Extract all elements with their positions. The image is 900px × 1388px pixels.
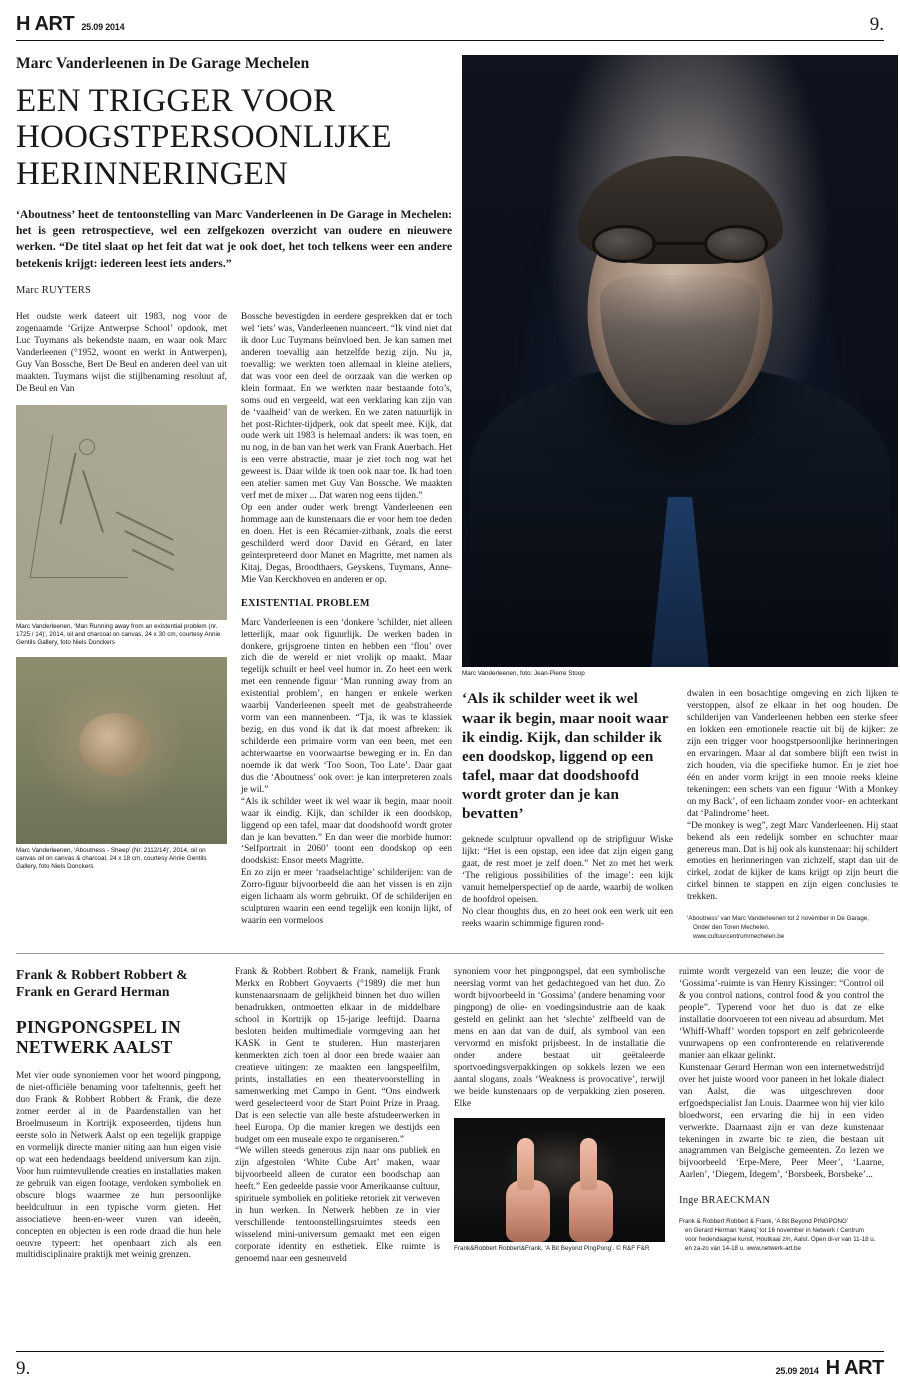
article2-col1-text: Met vier oude synoniemen voor het woord pingpong, de niet-officiële benaming voor tafeltennis, geeft het duo Frank & Robbert Robbert & Frank, die deze zomer eerder al in de Paardenstallen van het Broelmuseum in Kortrijk exposeerden, tijdens hun eerste solo in Netwerk Aalst op een tegelijk grappige en vormelijk directe manier uiting aan hun eigen visie op wat een hedendaags beeldend universum kan zijn. Voor hun ruimtevullende creaties en installaties maken ze gebruik van eigen footage, verdoken symboliek en obscure blogs waarmee ze hun persoonlijke beeldcultuur in een typische vorm gieten. Het associatieve heen-en-weer vuren van ideeën, concepten en objecten is een rode draad die hun hele oeuvre typeert: het openbaart zich als een multidisciplinaire praktijk met weinig grenzen. bbox=[16, 1071, 221, 1261]
glasses-right-lens bbox=[704, 225, 768, 263]
article1-endnote-line1: ‘Aboutness’ van Marc Vanderleenen tot 2 november in De Garage, bbox=[687, 915, 869, 923]
article1-column-1 bbox=[16, 312, 227, 928]
article2-col4b-text: Kunstenaar Gerard Herman won een internetwedstrijd over het juiste woord voor paneen in het lokale dialect van Aalst, die was uitgeschreven door erfgoedspecialist Jan Louis. Daarmee won hij vier kilo bloedworst, een ervaring die hij in een video verwerkte. Daarnaast zijn er van deze kunstenaar tekeningen in zwarte bic te zien, die bestaan uit anagrammen van Belgische gemeenten. Zo lezen we bijvoorbeeld ‘Erpe-Mere, Peer Meer’, ‘Laarne, Aarlen’, ‘Diegem, Idegem’, ‘Borsbeek, Borsbeke’... bbox=[679, 1062, 884, 1181]
artwork-image-1 bbox=[16, 405, 227, 620]
figure-aboutness-sheep bbox=[16, 657, 227, 872]
article2-col2-text: Frank & Robbert Robbert & Frank, namelijk Frank Merkx en Robbert Goyvaerts (°1989) die met hun kunstenaarsnaam de gelijkheid binnen het duo willen benadrukken, ontmoetten elkaar in de middelbare school in Kortrijk op 15-jarige leeftijd. Daarna besloten beiden multimediale vormgeving aan het KASK in Gent te studeren. Hun masterjaren kenmerkten zich toen al door een brede waaier aan creatieve uitingen: ze maakten een langspeelfilm, prints, installaties en een theatervoorstelling in samenwerking met Campo in Gent. “Ons eindwerk werd geselecteerd voor de Start Point Prize in Praag. Dat is een selectie van alle beste afstudeerwerken in heel Europa. Op die manier kregen we destijds een budget om een museale expo te organiseren.” bbox=[235, 967, 440, 1145]
figure2-caption: Marc Vanderleenen, ‘Aboutness - Sheep’ (Nr. 2112/14)’, 2014, oil on canvas oil on canvas & charcoal, 24 x 18 cm, courtesy Annie Gentils Gallery, foto Niels Donckers bbox=[16, 846, 207, 871]
article1-col3b-text: No clear thoughts dus, en zo heet ook een werk uit een reeks waarin schimmige figuren rond- bbox=[462, 906, 673, 929]
article2-endnote bbox=[679, 1217, 884, 1253]
hand-left-finger bbox=[517, 1138, 534, 1190]
glasses-icon bbox=[592, 224, 768, 264]
portrait-caption: Marc Vanderleenen, foto: Jean-Pierre Stoop bbox=[462, 670, 585, 677]
article-divider-rule bbox=[16, 953, 884, 954]
article1-headline: EEN TRIGGER VOOR HOOGSTPERSOONLIJKE HERINNERINGEN bbox=[16, 82, 392, 193]
article2-column-1 bbox=[16, 967, 221, 1265]
article2-endnote-line3: voor hedendaagse kunst, Houtkaai z/n, Aalst. Open di-vr van 11-18 u. bbox=[685, 1236, 876, 1244]
publication-logo: H ART bbox=[16, 13, 75, 35]
glasses-left-lens bbox=[592, 225, 656, 263]
figure-portrait bbox=[462, 55, 898, 678]
article2-col3-text: synoniem voor het pingpongspel, dat een symbolische neerslag vormt van het gedachtegoed van het duo. Zo wordt bijvoorbeeld in ‘Gossima’ (andere benaming voor pingpong) de olie- en voedingsindustrie aan de kaak gesteld en gelinkt aan het ‘slechte’ zelfbeeld van de mens en aan dat van de duif, als symbool van een vervormd en misfokt prijsbeest. In de installatie die onder andere bestaat uit geëtaleerde sportvoedingsverpakkingen op sokkels lezen we een aantal slogans, zoals ‘Weakness is provocative’, terwijl we beide kunstenaars op de verpakking zien poseren. Elke bbox=[454, 967, 665, 1109]
article1-column-2 bbox=[241, 312, 452, 928]
portrait-photo bbox=[462, 55, 898, 667]
article1-right-block bbox=[462, 55, 898, 941]
article1-standfirst: ‘Aboutness’ heet de tentoonstelling van Marc Vanderleenen in De Garage in Mechelen: het is geen retrospectieve, wel een zelfgekozen overzicht van oudere en nieuwere werken. “De titel slaat op het feit dat wat je ook doet, het toch telkens weer een andere betekenis krijgt: iedereen leest iets anders.” bbox=[16, 207, 452, 270]
article1-endnote-line3: www.cultuurcentrummechelen.be bbox=[693, 933, 785, 941]
hand-right-finger bbox=[580, 1138, 597, 1190]
footer-logo: H ART bbox=[825, 1357, 884, 1379]
article2-col2b-text: “We willen steeds generous zijn naar ons publiek en zijn afgestolen ‘White Cube Art’ maken, waar bijvoorbeeld alleen de curator een boodschap aan heeft.” Een gedeelde passie voor Amerikaanse cultuur, spirituele symboliek en politieke retoriek zit verweven in hun werken. In Netwerk hebben ze in vier verschillende tentoonstellingsruimtes steeds een wisselend mini-universum gemaakt met een eigen corporate identity en esthetiek. Elke ruimte is genoemd naar een gesneuveld bbox=[235, 1146, 440, 1264]
artwork-image-2 bbox=[16, 657, 227, 844]
article2-endnote-line2: en Gerard Herman ‘Kalисj’ tot 16 november in Netwerk / Centrum bbox=[685, 1227, 864, 1235]
article1-endnote-line2: Onder den Toren Mechelen. bbox=[693, 924, 770, 932]
article2-columns bbox=[16, 967, 884, 1265]
footer-right bbox=[776, 1358, 884, 1378]
article1-col2c-text: Marc Vanderleenen is een ‘donkere ’schilder, niet alleen letterlijk, maar ook figuurlijk. De werken baden in donkere, grijsgroene tinten en hebben een ‘flou’ over zich die de wereld er niet vrolijk op maakt. Maar tegelijk schuilt er heel veel humor in. Zo heet een werk met een rennende figuur ‘Man running away from an existential problem’, en hangen er enkele werken waarbij Vanderleenen speelt met de geabstraheerde vorm van een mannenbeen. “Tja, ik was te klassiek bezig, en dus vond ik dat ik dat moest afbreken: ik schilderde een primaire vorm van een been, met een achterwaartse en voorwaartse beweging er in. En dan noemde ik dat werk ‘Too Soon, Too Late’. Daar gaat dus die ‘Aboutness’ ook over: je kan interpreteren zoals je wil.” bbox=[241, 617, 452, 795]
article1-col2e-text: En zo zijn er meer ‘raadselachtige’ schilderijen: van de Zorro-figuur bijvoorbeeld die aan het vissen is en zijn eigen lichaam als worm gebruikt. Of de schilderijen en sculpturen waarin een eend tegelijk een konijn lijkt, of waarin een vormeloos bbox=[241, 868, 452, 927]
article1-col2-text: Bossche bevestigden in eerdere gesprekken dat er toch wel ‘iets’ was, Vanderleenen nuanceert. “Ik vind niet dat ik door Luc Tuymans beïnvloed ben. Je kan samen met anderen toevallig aan hetzelfde bezig zijn. Nu ja, toevallig: we werkten toen allemaal in kleine ateliers, dat was voor een deel de oorzaak van die werken op klein formaat. En we werkten naar bestaande foto’s, soms oud en vergeeld, wat een verklaring kan zijn van de ‘vaalheid’ van de werken. En we zaten natuurlijk in het post-Richter-tijdperk, ook dat speelt mee. Kijk, dat oude werk uit 1983 is helemaal anders: ik was toen, en nu nog, in de ban van het werk van Frank Auerbach. Het is een verre abstractie, maar je ziet toch nog wat het geweest is. Daar wilde ik toen ook naar toe. Ik had toen een atelier samen met Guy Van Bossche. We maakten verf met de mixer ... Dat waren nog eens tijden.” bbox=[241, 312, 452, 502]
masthead-rule bbox=[16, 40, 884, 41]
page-footer bbox=[16, 1351, 884, 1378]
article1-byline: Marc RUYTERS bbox=[16, 285, 92, 297]
pingpong-photo bbox=[454, 1118, 665, 1242]
article1-col4b-text: “De monkey is weg”, zegt Marc Vanderleenen. Hij staat bekend als een redelijk somber en schuchter maar genereus man. Dat is hij ook als kunstenaar: hij schildert emoties en herinneringen van zichzelf, stapt dan uit de cirkel, zodat de kijker de kans krijgt op zijn beurt die cirkel binnen te stappen en zijn eigen conclusies te trekken. bbox=[687, 820, 898, 903]
footer-inner bbox=[16, 1352, 884, 1378]
article2-col4-text: ruimte wordt vergezeld van een leuze; die voor de ‘Gossima’-ruimte is van Henry Kissinger: “Control oil & you control nations, control food & you control the people”. Typerend voor het duo is dat ze elke installatie doorvoeren tot een niveau ad absurdum. Met ‘Whiff-Whaff’ worden topsport en zelf gebricoleerde vuurwapens op een confronterende en relativerende manier aan elkaar gelinkt. bbox=[679, 967, 884, 1061]
article1-col1-text: Het oudste werk dateert uit 1983, nog voor de zogenaamde ‘Grijze Antwerpse School’ opdook, met Luc Tuymans als bekendste naam, en waar ook Marc Vanderleenen (°1952, woont en werkt in Antwerpen), Guy Van Bossche, Bert De Beul en anderen deel van uit maakten. Tuymans wijst die stijlbenaming resoluut af, De Beul en Van bbox=[16, 312, 227, 394]
article1-col2b-text: Op een ander ouder werk brengt Vanderleenen een hommage aan de kunstenaars die er voor hem toe deden en doen. Het is een Récamier-zitbank, zoals die eerst geschilderd werd door David en Gérard, en later geïnterpreteerd door Manet en Magritte, met namen als Kitaj, Degas, Broodthaers, Geyskens, Tuymans, Anne-Mie Van Kerckhoven en anderen er op. bbox=[241, 503, 452, 585]
article2-headline: PINGPONGSPEL IN NETWERK AALST bbox=[16, 1016, 181, 1058]
article1-lower-columns bbox=[462, 689, 898, 941]
masthead bbox=[16, 14, 884, 40]
article1-col3-text: geknede sculptuur opvallend op de stripfiguur Wiske lijkt: “Het is een opstap, een idee dat zijn eigen gang gaat, de rest moet je zelf doen.” Net zo met het werk ‘The religious possibilities of the image’: een kijk vanuit hemelperspectief op de aarde, waarbij de wolken de hoofdrol opeisen. bbox=[462, 835, 673, 906]
article1-pull-quote: ‘Als ik schilder weet ik wel waar ik begin, maar nooit waar ik eindig. Kijk, dan schilder ik een doodskop, liggend op een tafel, maar dat doodshoofd wordt groter dan je kan bevatten’ bbox=[462, 690, 669, 823]
article1-column-3 bbox=[462, 689, 673, 941]
article-pingpong bbox=[16, 967, 884, 1265]
masthead-left bbox=[16, 14, 124, 34]
footer-date: 25.09 2014 bbox=[775, 1366, 819, 1376]
figure1-caption: Marc Vanderleenen, ‘Man Running away from an existential problem (nr. 1725 / 14)’, 2014, oil and charcoal on canvas, 24 x 30 cm, courtesy Annie Gentils Gallery, foto Niels Donckers bbox=[16, 622, 221, 647]
article2-endnote-line4: en za-zo van 14-18 u. www.netwerk-art.be bbox=[685, 1245, 801, 1253]
page-number-top: 9. bbox=[869, 14, 884, 35]
article2-byline: Inge BRAECKMAN bbox=[679, 1195, 771, 1207]
article2-column-2 bbox=[235, 967, 440, 1265]
hand-left-icon bbox=[500, 1138, 556, 1242]
issue-date: 25.09 2014 bbox=[81, 22, 125, 32]
article2-kicker: Frank & Robbert Robbert & Frank en Gerard Herman bbox=[16, 967, 188, 999]
article1-col4-text: dwalen in een bosachtige omgeving en zich lijken te verstoppen, alsof ze elkaar in het oog houden. De schilderijen van Vanderleenen hebben een sterke sfeer en lokken een emotionele reactie uit bij de kijker: ze zijn een trigger voor hoogstpersoonlijke herinneringen en ervaringen. Maar al dat sombere blijft een twist in zich houden, via die specifieke humor. En je ziet hoe één en ander vorm krijgt in een mooie reeks kleine tekeningen: een schets van een figuur ‘With a Monkey on my Back’, of een lichaam zonder voor- en achterkant dat ‘Palindrome’ heet. bbox=[687, 689, 898, 819]
article2-column-4 bbox=[679, 967, 884, 1265]
page-number-bottom: 9. bbox=[16, 1358, 31, 1379]
article1-endnote bbox=[687, 914, 898, 941]
article1-left-block bbox=[16, 55, 452, 941]
article1-column-4 bbox=[687, 689, 898, 941]
article-vanderleenen bbox=[16, 55, 898, 941]
pingpong-photo-caption: Frank&Robbert Robbert&Frank, ‘A Bit Beyond PingPong’. © R&F F&R bbox=[454, 1244, 650, 1252]
glasses-bridge bbox=[652, 242, 708, 245]
hand-right-icon bbox=[563, 1138, 619, 1242]
article1-subhead: EXISTENTIAL PROBLEM bbox=[241, 597, 370, 609]
article2-column-3 bbox=[454, 967, 665, 1265]
figure-pingpong bbox=[454, 1118, 665, 1253]
figure-man-running bbox=[16, 405, 227, 648]
article2-endnote-line1: Frank & Robbert Robbert & Frank, ‘A Bit Beyond PINGPONG’ bbox=[679, 1218, 849, 1226]
article1-upper-columns bbox=[16, 312, 452, 928]
article1-col2d-text: “Als ik schilder weet ik wel waar ik begin, maar nooit waar ik eindig. Kijk, dan schilder ik een doodskop, liggend op een tafel, maar dat doodshoofd wordt groter dan je kan bevatten.” En dan weer die morbide humor: ‘Selfportrait in 2060’ toont een doodskop op een doodskist: Ensor meets Magritte. bbox=[241, 796, 452, 867]
article1-kicker: Marc Vanderleenen in De Garage Mechelen bbox=[16, 55, 310, 72]
